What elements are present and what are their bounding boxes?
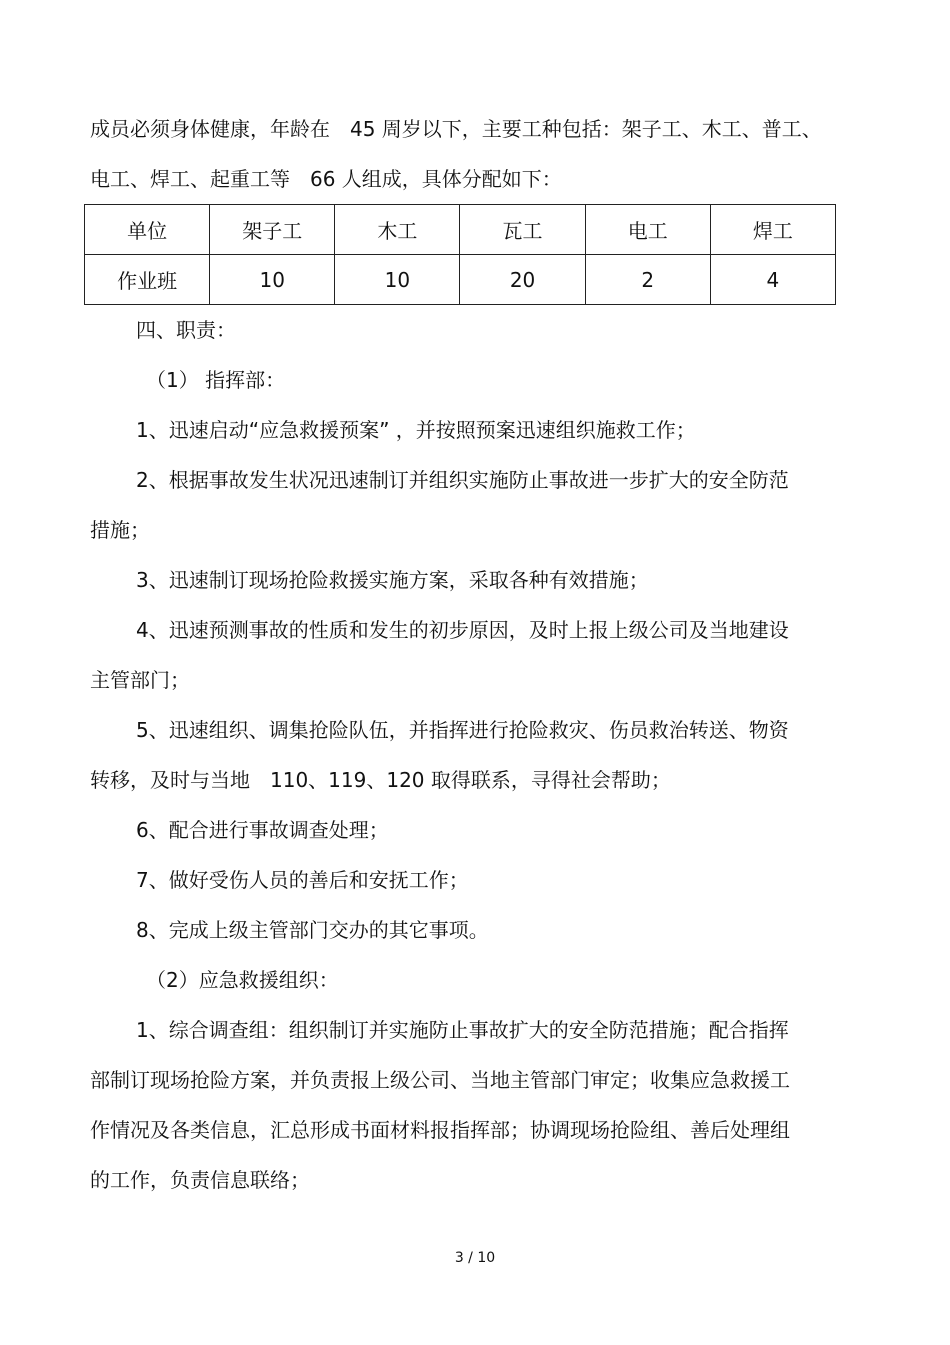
table-cell: 单位 bbox=[85, 205, 210, 255]
command-item-2-cont: 措施； bbox=[90, 518, 150, 542]
table-cell: 20 bbox=[460, 255, 585, 305]
command-item-8: 8、完成上级主管部门交办的其它事项。 bbox=[136, 918, 489, 942]
command-item-4-cont: 主管部门； bbox=[90, 668, 190, 692]
table-cell: 10 bbox=[335, 255, 460, 305]
table-cell: 2 bbox=[585, 255, 710, 305]
command-item-1: 1、迅速启动“应急救援预案” ，并按照预案迅速组织施救工作； bbox=[136, 418, 696, 442]
table-cell: 架子工 bbox=[210, 205, 335, 255]
intro-line-1: 成员必须身体健康，年龄在 45 周岁以下，主要工种包括：架子工、木工、普工、 bbox=[90, 117, 822, 141]
command-item-7: 7、做好受伤人员的善后和安抚工作； bbox=[136, 868, 469, 892]
table-header-row bbox=[85, 205, 836, 255]
command-item-5-cont: 转移，及时与当地 110、119、120 取得联系，寻得社会帮助； bbox=[90, 768, 671, 792]
command-item-5: 5、迅速组织、调集抢险队伍，并指挥进行抢险救灾、伤员救治转送、物资 bbox=[136, 718, 789, 742]
section-heading: 四、职责： bbox=[136, 318, 236, 342]
command-item-3: 3、迅速制订现场抢险救援实施方案，采取各种有效措施； bbox=[136, 568, 649, 592]
rescue-heading: （2）应急救援组织： bbox=[146, 968, 339, 992]
table-cell: 10 bbox=[210, 255, 335, 305]
crew-allocation-table bbox=[84, 204, 836, 305]
command-heading: （1） 指挥部： bbox=[146, 368, 286, 392]
intro-line-2: 电工、焊工、起重工等 66 人组成，具体分配如下： bbox=[90, 167, 562, 191]
table-cell: 4 bbox=[710, 255, 835, 305]
command-item-6: 6、配合进行事故调查处理； bbox=[136, 818, 389, 842]
rescue-item-1-cont: 作情况及各类信息，汇总形成书面材料报指挥部；协调现场抢险组、善后处理组 bbox=[90, 1118, 790, 1142]
table-cell: 焊工 bbox=[710, 205, 835, 255]
rescue-item-1: 1、综合调查组：组织制订并实施防止事故扩大的安全防范措施；配合指挥 bbox=[136, 1018, 789, 1042]
rescue-item-1-cont: 部制订现场抢险方案，并负责报上级公司、当地主管部门审定；收集应急救援工 bbox=[90, 1068, 790, 1092]
page-number: 3 / 10 bbox=[454, 1250, 496, 1266]
rescue-item-1-cont: 的工作，负责信息联络； bbox=[90, 1168, 310, 1192]
command-item-4: 4、迅速预测事故的性质和发生的初步原因，及时上报上级公司及当地建设 bbox=[136, 618, 789, 642]
command-item-2: 2、根据事故发生状况迅速制订并组织实施防止事故进一步扩大的安全防范 bbox=[136, 468, 789, 492]
table-cell: 作业班 bbox=[85, 255, 210, 305]
table-cell: 木工 bbox=[335, 205, 460, 255]
table-cell: 瓦工 bbox=[460, 205, 585, 255]
table-cell: 电工 bbox=[585, 205, 710, 255]
table-row bbox=[85, 255, 836, 305]
